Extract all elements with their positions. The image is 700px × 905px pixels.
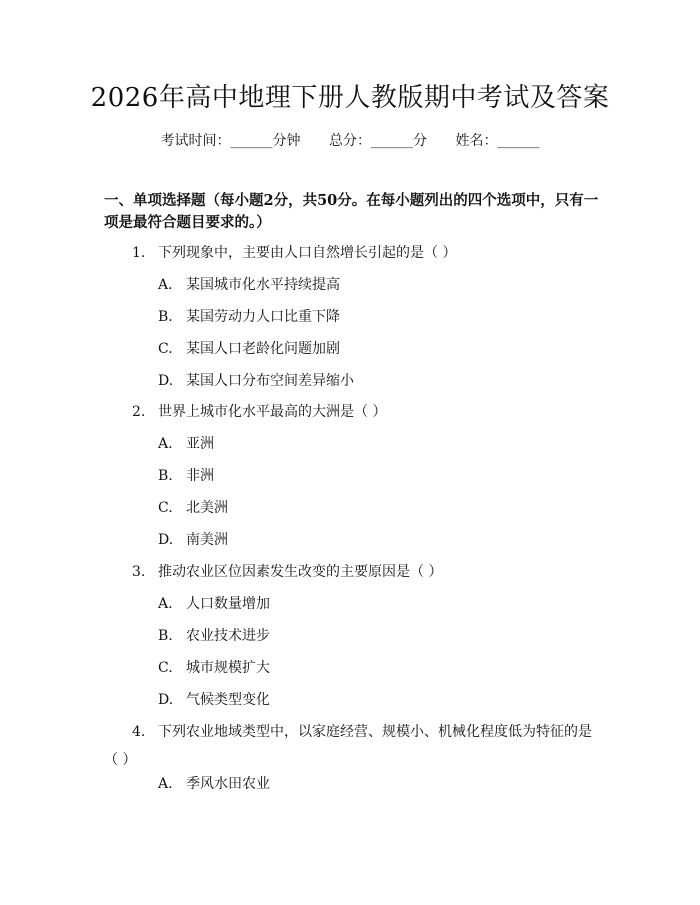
option-letter: A. [158,277,173,293]
page-title: 2026年高中地理下册人教版期中考试及答案 [90,83,610,113]
option-letter: C. [158,341,173,357]
option-letter: A. [158,436,173,452]
option-2c [158,498,228,518]
option-1b [158,307,340,327]
option-1a [158,275,340,295]
question-stem: 世界上城市化水平最高的大洲是（ ） [158,404,387,420]
question-number: 3. [132,564,146,580]
option-letter: D. [158,692,174,708]
option-text: 某国人口分布空间差异缩小 [186,373,354,389]
option-letter: C. [158,660,173,676]
option-letter: A. [158,776,173,792]
question-1 [132,243,602,263]
option-letter: C. [158,500,173,516]
question-stem: 下列现象中，主要由人口自然增长引起的是（ ） [158,245,457,261]
student-name-field: 姓名：______ [455,133,540,149]
option-1d [158,371,354,391]
option-text: 气候类型变化 [186,692,270,708]
option-2b [158,466,214,486]
option-text: 某国劳动力人口比重下降 [186,309,340,325]
total-score-field: 总分：______分 [329,133,427,149]
question-number: 1. [132,245,146,261]
option-text: 城市规模扩大 [186,660,270,676]
option-text: 某国城市化水平持续提高 [186,277,340,293]
question-4 [104,718,604,774]
option-letter: B. [158,628,173,644]
option-2d [158,530,228,550]
option-3c [158,658,270,678]
option-text: 北美洲 [186,500,228,516]
option-text: 南美洲 [186,532,228,548]
option-text: 某国人口老龄化问题加剧 [186,341,340,357]
option-letter: A. [158,596,173,612]
option-letter: D. [158,373,174,389]
exam-time-field: 考试时间：______分钟 [160,133,301,149]
option-text: 季风水田农业 [186,776,270,792]
option-1c [158,339,340,359]
question-stem: 推动农业区位因素发生改变的主要原因是（ ） [158,564,443,580]
question-stem: 下列农业地域类型中，以家庭经营、规模小、机械化程度低为特征的是（ ） [104,724,592,768]
question-number: 2. [132,404,146,420]
option-letter: B. [158,468,173,484]
option-4a [158,774,270,794]
option-3a [158,594,270,614]
option-text: 农业技术进步 [186,628,270,644]
option-letter: D. [158,532,174,548]
exam-meta [0,131,700,151]
question-2 [132,402,602,422]
option-3b [158,626,270,646]
question-number: 4. [132,724,146,740]
question-3 [132,562,602,582]
option-text: 人口数量增加 [186,596,270,612]
option-letter: B. [158,309,173,325]
section-heading: 一、单项选择题（每小题2分，共50分。在每小题列出的四个选项中，只有一项是最符合题目要求的。） [104,192,599,231]
option-3d [158,690,270,710]
option-text: 非洲 [186,468,214,484]
option-2a [158,434,214,454]
option-text: 亚洲 [186,436,214,452]
